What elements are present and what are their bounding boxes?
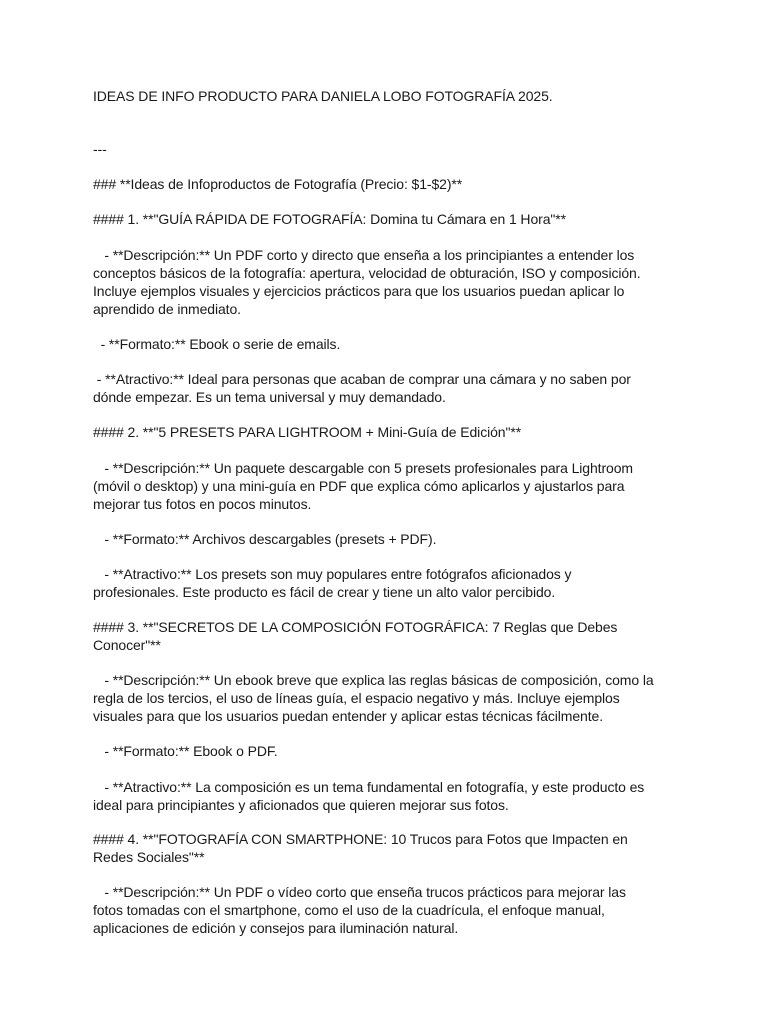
section-heading: ### **Ideas de Infoproductos de Fotografía (Precio: $1-$2)**	[93, 176, 463, 192]
product-2-description-line: - **Descripción:** Un paquete descargable con 5 presets profesionales para Lightroom	[93, 460, 633, 476]
product-2-appeal-line: profesionales. Este producto es fácil de crear y tiene un alto valor percibido.	[93, 584, 556, 600]
product-1-appeal-line: - **Atractivo:** Ideal para personas que acaban de comprar una cámara y no saben por	[93, 371, 631, 387]
product-1-appeal-line: dónde empezar. Es un tema universal y muy demandado.	[93, 389, 446, 405]
product-3-appeal-line: - **Atractivo:** La composición es un tema fundamental en fotografía, y este producto es	[93, 779, 645, 795]
separator: ---	[93, 141, 107, 157]
product-4-heading-line: Redes Sociales"**	[93, 849, 205, 865]
product-3-heading-line: Conocer"**	[93, 637, 161, 653]
product-4-heading-line: #### 4. **"FOTOGRAFÍA CON SMARTPHONE: 10 Trucos para Fotos que Impacten en	[93, 831, 628, 847]
product-2-description-line: (móvil o desktop) y una mini-guía en PDF que explica cómo aplicarlos y ajustarlos para	[93, 478, 625, 494]
product-4-description-line: fotos tomadas con el smartphone, como el uso de la cuadrícula, el enfoque manual,	[93, 902, 605, 918]
product-2-description-line: mejorar tus fotos en pocos minutos.	[93, 496, 312, 512]
product-1-format: - **Formato:** Ebook o serie de emails.	[93, 336, 341, 352]
product-1-description-line: Incluye ejemplos visuales y ejercicios prácticos para que los usuarios puedan aplicar lo	[93, 283, 625, 299]
product-3-description-line: regla de los tercios, el uso de líneas guía, el espacio negativo y más. Incluye ejemplos	[93, 690, 620, 706]
product-3-description-line: visuales para que los usuarios puedan entender y aplicar estas técnicas fácilmente.	[93, 708, 604, 724]
product-2-format: - **Formato:** Archivos descargables (presets + PDF).	[93, 531, 437, 547]
product-4-description-line: - **Descripción:** Un PDF o vídeo corto que enseña trucos prácticos para mejorar las	[93, 884, 626, 900]
product-1-description-line: aprendido de inmediato.	[93, 301, 241, 317]
product-2-appeal-line: - **Atractivo:** Los presets son muy populares entre fotógrafos aficionados y	[93, 566, 572, 582]
product-2-heading: #### 2. **"5 PRESETS PARA LIGHTROOM + Mini-Guía de Edición"**	[93, 424, 522, 440]
product-3-description-line: - **Descripción:** Un ebook breve que explica las reglas básicas de composición, como la	[93, 672, 654, 688]
product-1-description-line: - **Descripción:** Un PDF corto y directo que enseña a los principiantes a entender los	[93, 247, 635, 263]
product-1-heading: #### 1. **"GUÍA RÁPIDA DE FOTOGRAFÍA: Domina tu Cámara en 1 Hora"**	[93, 211, 566, 227]
product-4-description-line: aplicaciones de edición y consejos para iluminación natural.	[93, 920, 459, 936]
product-3-appeal-line: ideal para principiantes y aficionados que quieren mejorar sus fotos.	[93, 797, 509, 813]
document-title: IDEAS DE INFO PRODUCTO PARA DANIELA LOBO FOTOGRAFÍA 2025.	[93, 88, 553, 104]
product-1-description-line: conceptos básicos de la fotografía: apertura, velocidad de obturación, ISO y composición.	[93, 265, 641, 281]
product-3-heading-line: #### 3. **"SECRETOS DE LA COMPOSICIÓN FOTOGRÁFICA: 7 Reglas que Debes	[93, 619, 618, 635]
product-3-format: - **Formato:** Ebook o PDF.	[93, 743, 278, 759]
